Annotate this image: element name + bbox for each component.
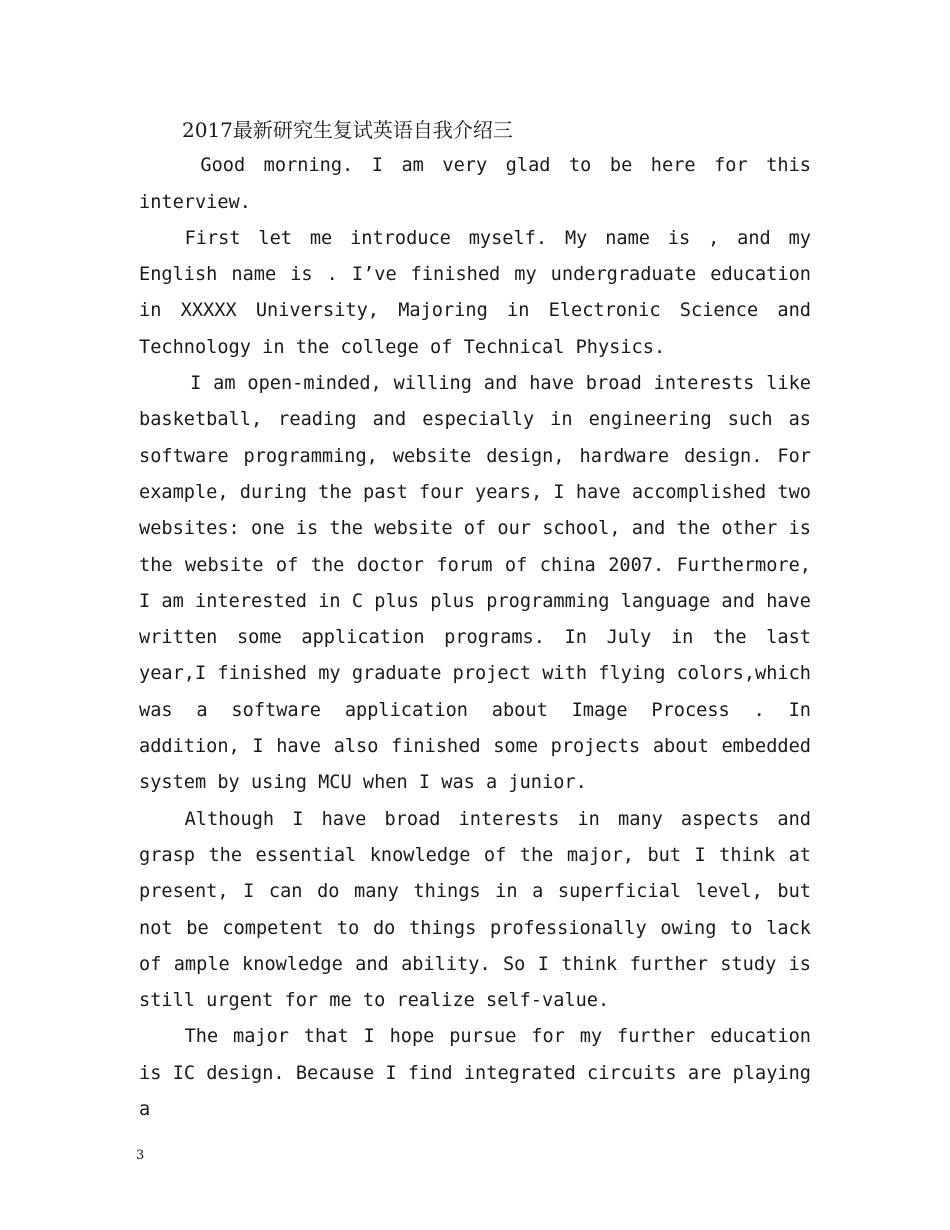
document-body bbox=[139, 112, 811, 1128]
paragraph-major: The major that I hope pursue for my further education is IC design. Because I find integrated circuits are playing a bbox=[139, 1026, 811, 1121]
paragraph-greeting: Good morning. I am very glad to be here for this interview. bbox=[139, 155, 811, 213]
paragraph-interests: I am open-minded, willing and have broad interests like basketball, reading and especially in engineering such as software programming, website design, hardware design. For example, during the past four years, I have accomplished two websites: one is the website of our school, and the other is the website of the doctor forum of china 2007. Furthermore, I am interested in C plus plus programming language and have written some application programs. In July in the last year,I finished my graduate project with flying colors,which was a software application about Image Process . In addition, I have also finished some projects about embedded system by using MCU when I was a junior. bbox=[139, 373, 811, 794]
document-title: 2017最新研究生复试英语自我介绍三 bbox=[182, 118, 513, 142]
paragraph-introduction: First let me introduce myself. My name is , and my English name is . I’ve finished my undergraduate education in XXXXX University, Majoring in Electronic Science and Technology in the college of Technical Physics. bbox=[139, 227, 811, 358]
paragraph-further-study: Although I have broad interests in many aspects and grasp the essential knowledge of the major, but I think at present, I can do many things in a superficial level, but not be competent to do things professionally owing to lack of ample knowledge and ability. So I think further study is still urgent for me to realize self-value. bbox=[139, 808, 811, 1012]
page-number: 3 bbox=[136, 1148, 145, 1163]
